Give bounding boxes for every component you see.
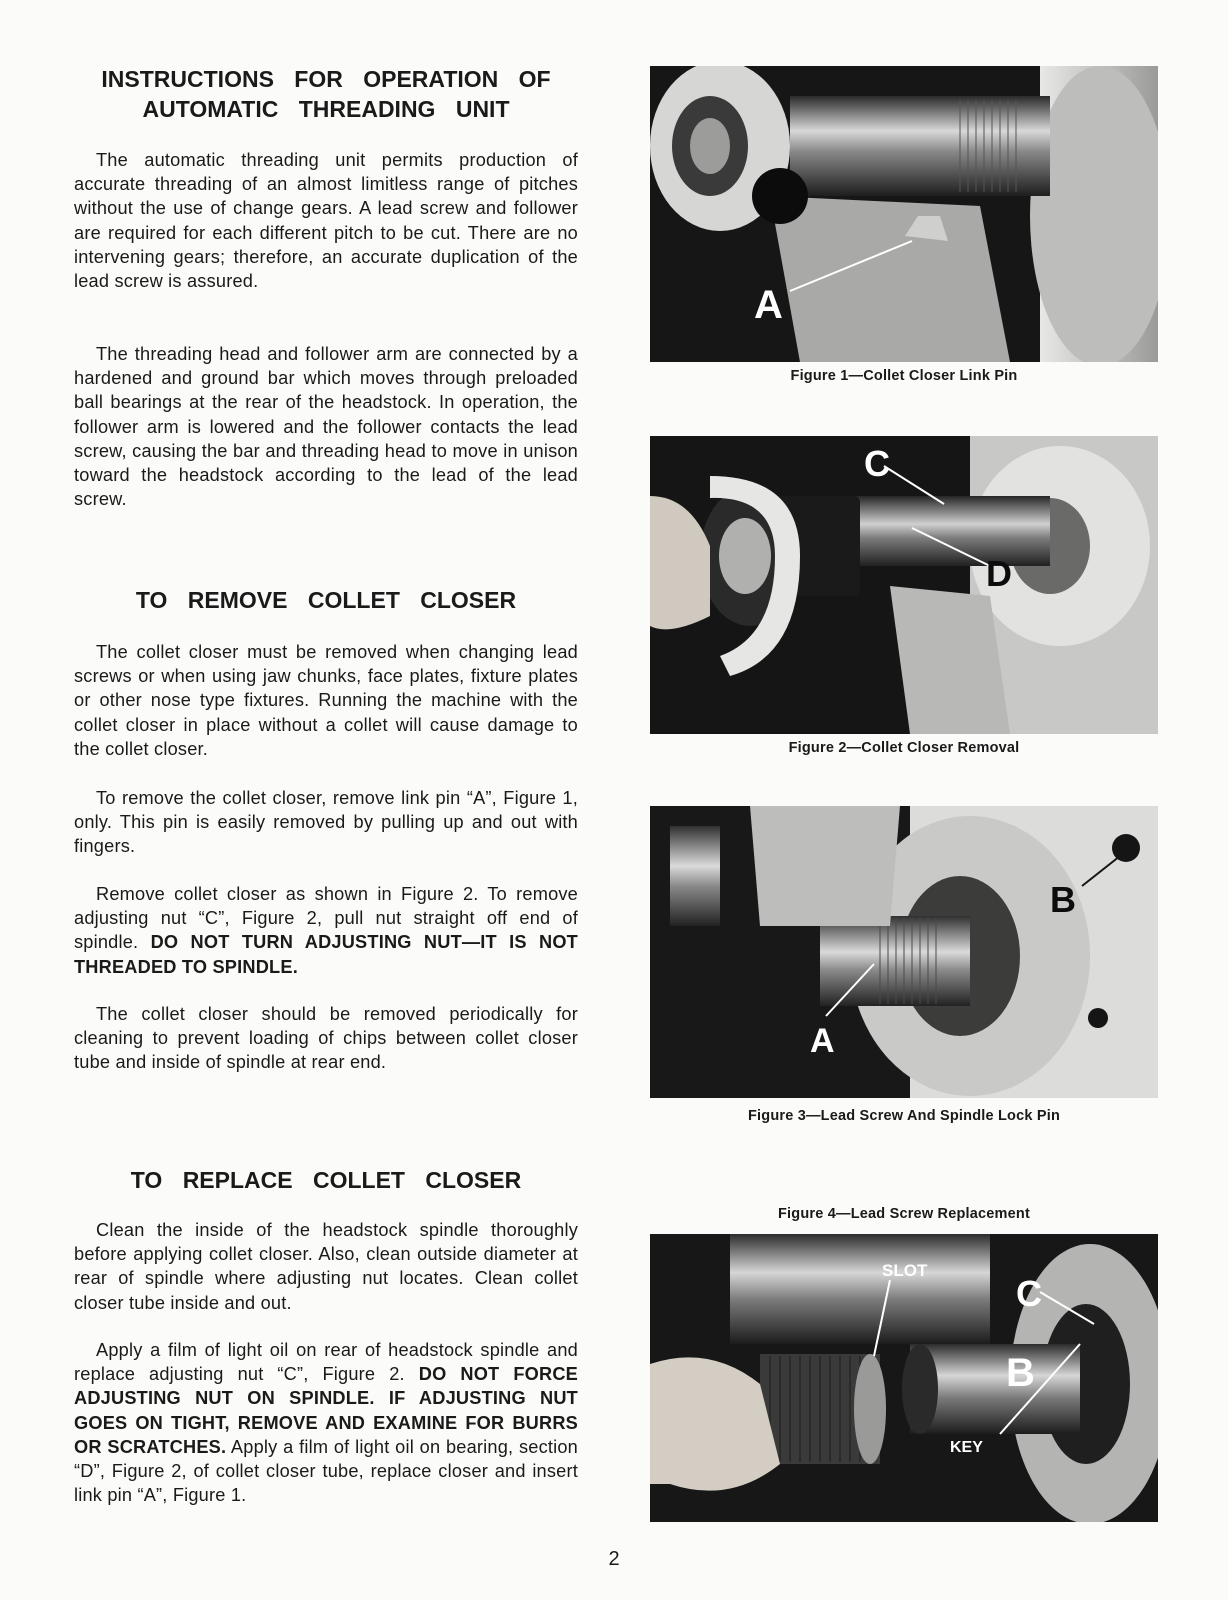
replace-paragraph-2-a: Apply a film of light oil on rear of headstock spindle and replace adjusting nut “C”, Figure 2. [74, 1340, 578, 1385]
figure-4-label-b: B [1006, 1351, 1035, 1395]
remove-paragraph-1: The collet closer must be removed when changing lead screws or when using jaw chunks, face plates, fixture plates or other nose type fixtures. Running the machine with the collet closer in place without a collet will cause damage to the collet closer. [74, 642, 578, 759]
figure-2-photo [650, 436, 1158, 734]
page-number: 2 [608, 1548, 620, 1570]
figure-4-label-key: KEY [950, 1439, 983, 1456]
remove-paragraph-2: To remove the collet closer, remove link pin “A”, Figure 1, only. This pin is easily removed by pulling up and out with fingers. [74, 788, 578, 857]
remove-warning: DO NOT TURN ADJUSTING NUT—IT IS NOT THREADED TO SPINDLE. [74, 932, 578, 977]
replace-paragraph-2-b: Apply a film of light oil on bearing, section “D”, Figure 2, of collet closer tube, replace closer and insert link pin “A”, Figure 1. [74, 1436, 578, 1506]
figure-4-caption: Figure 4—Lead Screw Replacement [778, 1206, 1030, 1222]
figure-3-label-b: B [1050, 879, 1076, 920]
figure-3-label-a: A [810, 1022, 835, 1060]
figure-1-caption: Figure 1—Collet Closer Link Pin [790, 368, 1018, 384]
figure-4-label-c: C [1016, 1273, 1042, 1314]
figure-3-photo [650, 806, 1158, 1098]
remove-paragraph-4: The collet closer should be removed periodically for cleaning to prevent loading of chips between collet closer tube and inside of spindle at rear end. [74, 1004, 578, 1073]
replace-paragraph-2 [74, 1338, 578, 1507]
replace-warning: DO NOT FORCE ADJUSTING NUT ON SPINDLE. IF ADJUSTING NUT GOES ON TIGHT, REMOVE AND EXAMINE FOR BURRS OR SCRATCHES. [74, 1364, 578, 1457]
replace-paragraph-1: Clean the inside of the headstock spindle thoroughly before applying collet closer. Also, clean outside diameter at rear of spindle where adjusting nut locates. Clean collet closer tube inside and out. [74, 1220, 578, 1313]
replace-heading: TO REPLACE COLLET CLOSER [130, 1167, 522, 1193]
title-line-2: AUTOMATIC THREADING UNIT [142, 96, 510, 122]
remove-paragraph-3 [74, 882, 578, 979]
figure-3-caption: Figure 3—Lead Screw And Spindle Lock Pin [747, 1108, 1061, 1124]
figure-1-photo [650, 66, 1158, 362]
figure-2-label-d: D [986, 553, 1012, 594]
remove-paragraph-3-text: Remove collet closer as shown in Figure 2. To remove adjusting nut “C”, Figure 2, pull nut straight off end of spindle. [74, 884, 578, 953]
figure-1-label-a: A [754, 283, 783, 327]
figure-2-caption: Figure 2—Collet Closer Removal [788, 740, 1020, 756]
page-title [74, 64, 578, 124]
title-line-1: INSTRUCTIONS FOR OPERATION OF [101, 66, 551, 92]
remove-heading: TO REMOVE COLLET CLOSER [135, 587, 517, 613]
figure-4-photo [650, 1234, 1158, 1522]
intro-paragraph-1: The automatic threading unit permits production of accurate threading of an almost limitless range of pitches without the use of change gears. A lead screw and follower are required for each different pitch to be cut. There are no intervening gears; therefore, an accurate duplication of the lead screw is assured. [74, 150, 578, 292]
intro-paragraph-2: The threading head and follower arm are connected by a hardened and ground bar which moves through preloaded ball bearings at the rear of the headstock. In operation, the follower arm is lowered and the follower contacts the lead screw, causing the bar and threading head to move in unison toward the headstock according to the lead of the lead screw. [74, 344, 578, 510]
figure-2-label-c: C [864, 443, 890, 484]
figure-4-label-slot: SLOT [882, 1261, 928, 1280]
